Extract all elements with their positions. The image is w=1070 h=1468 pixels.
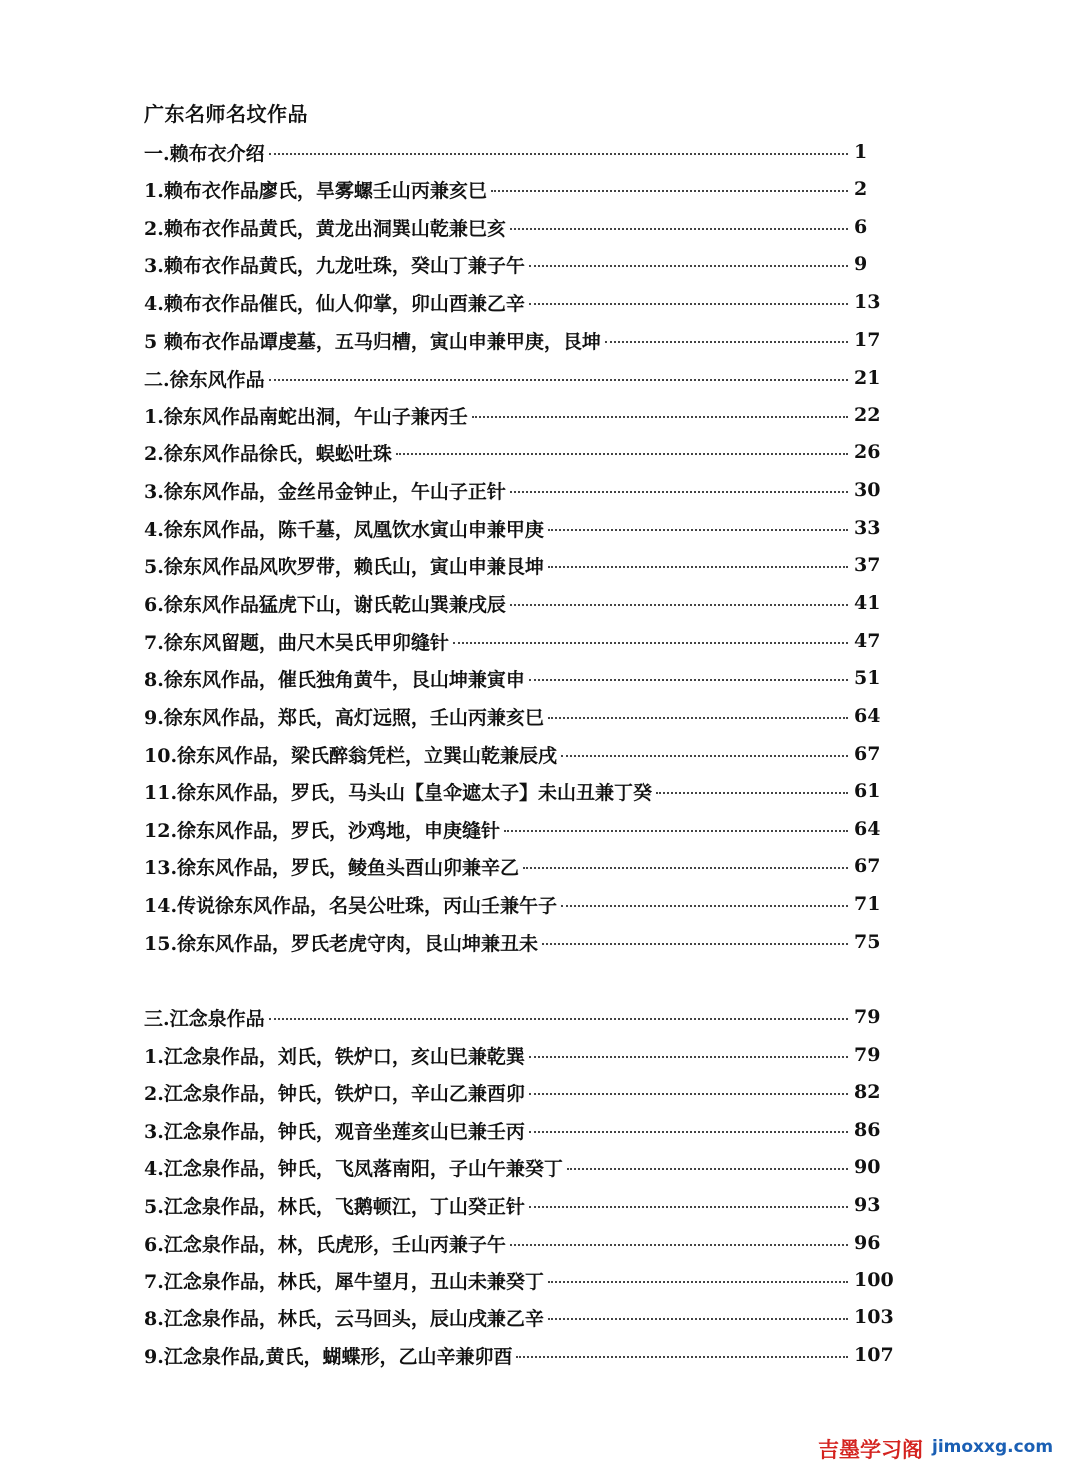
dot-leader [269,379,848,381]
dot-leader [510,228,848,230]
toc-entry-page-number: 67 [854,855,881,877]
dot-leader [504,830,848,832]
toc-entry-title: 1.江念泉作品，刘氏，铁炉口，亥山巳兼乾巽 [144,1045,525,1068]
toc-entry [144,1116,888,1144]
dot-leader [529,1206,848,1208]
toc-entry-title: 10.徐东风作品，梁氏醉翁凭栏，立巽山乾兼辰戌 [144,744,558,767]
dot-leader [396,453,848,455]
toc-entry [144,1003,888,1031]
dot-leader [529,265,848,267]
toc-entry [144,250,888,278]
dot-leader [529,679,848,681]
dot-leader [453,642,848,644]
toc-entry-title: 6.徐东风作品猛虎下山，谢氏乾山巽兼戌辰 [144,593,506,616]
dot-leader [516,1356,848,1358]
toc-entry-page-number: 90 [854,1156,881,1178]
toc-entry-title: 一.赖布衣介绍 [144,142,265,165]
toc-entry-title: 2.江念泉作品，钟氏，铁炉口，辛山乙兼酉卯 [144,1082,525,1105]
toc-entry [144,401,888,429]
toc-entry-page-number: 17 [854,329,881,351]
toc-entry-page-number: 51 [854,667,881,689]
toc-entry-title: 2.赖布衣作品黄氏，黄龙出洞巽山乾兼巳亥 [144,217,506,240]
toc-entry-page-number: 9 [854,253,868,275]
toc-entry [144,1191,888,1219]
toc-entry-page-number: 61 [854,780,881,802]
toc-entry-page-number: 33 [854,517,881,539]
dot-leader [529,1056,848,1058]
toc-entry [144,326,888,354]
toc-entry-page-number: 37 [854,554,881,576]
toc-entry [144,1078,888,1106]
toc-entry-title: 3.徐东风作品，金丝吊金钟止，午山子正针 [144,480,506,503]
toc-entry [144,213,888,241]
toc-entry [144,664,888,692]
dot-leader [548,1318,848,1320]
dot-leader [548,566,848,568]
toc-entry-title: 1.赖布衣作品廖氏，旱雾螺壬山丙兼亥巳 [144,179,487,202]
dot-leader [269,153,848,155]
toc-entry-page-number: 79 [854,1044,881,1066]
toc-entry-page-number: 103 [854,1306,894,1328]
toc-entry-title: 3.江念泉作品，钟氏，观音坐莲亥山巳兼壬丙 [144,1120,525,1143]
toc-entry [144,1229,888,1257]
toc-entry [144,928,888,956]
watermark-brand: 吉墨学习阁 [818,1438,923,1462]
toc-entry [144,476,888,504]
toc-entry-title: 9.徐东风作品，郑氏，高灯远照，壬山丙兼亥巳 [144,706,544,729]
toc-entry [144,288,888,316]
toc-entry-page-number: 93 [854,1194,881,1216]
toc-entry-page-number: 107 [854,1344,894,1366]
dot-leader [523,867,848,869]
toc-entry-title: 3.赖布衣作品黄氏，九龙吐珠，癸山丁兼子午 [144,254,525,277]
toc-entry-title: 7.徐东风留题，曲尺木吴氏甲卯缝针 [144,631,449,654]
dot-leader [656,792,848,794]
toc-entry-page-number: 64 [854,705,881,727]
toc-entry-title: 2.徐东风作品徐氏，蜈蚣吐珠 [144,442,392,465]
toc-entry [144,1341,894,1369]
dot-leader [510,1244,848,1246]
toc-entry [144,852,888,880]
toc-entry-title: 7.江念泉作品，林氏，犀牛望月，丑山未兼癸丁 [144,1270,544,1293]
toc-entry [144,551,888,579]
toc-entry [144,740,888,768]
toc-entry-title: 14.传说徐东风作品，名吴公吐珠，丙山壬兼午子 [144,894,558,917]
dot-leader [605,341,848,343]
toc-entry-title: 8.徐东风作品，催氏独角黄牛，艮山坤兼寅申 [144,668,525,691]
dot-leader [510,491,848,493]
toc-entry-page-number: 13 [854,291,881,313]
toc-entry-title: 5 赖布衣作品谭虔墓，五马归槽，寅山申兼甲庚，艮坤 [144,330,601,353]
toc-entry-title: 9.江念泉作品,黄氏，蝴蝶形，乙山辛兼卯酉 [144,1345,513,1368]
toc-entry-title: 三.江念泉作品 [144,1007,265,1030]
toc-entry [144,364,888,392]
toc-entry [144,438,888,466]
toc-entry-page-number: 21 [854,367,881,389]
toc-entry [144,702,888,730]
toc-entry [144,815,888,843]
toc-entry-page-number: 75 [854,931,881,953]
dot-leader [529,1131,848,1133]
toc-entry [144,1266,894,1294]
toc-entry-page-number: 1 [854,141,868,163]
toc-entry [144,138,888,166]
toc-entry [144,514,888,542]
toc-entry-title: 8.江念泉作品，林氏，云马回头，辰山戌兼乙辛 [144,1307,544,1330]
toc-entry-title: 12.徐东风作品，罗氏，沙鸡地，申庚缝针 [144,819,501,842]
table-of-contents [144,0,894,1468]
dot-leader [269,1018,848,1020]
toc-entry-page-number: 86 [854,1119,881,1141]
dot-leader [548,717,848,719]
toc-entry-title: 4.江念泉作品，钟氏，飞凤落南阳，子山午兼癸丁 [144,1157,563,1180]
toc-entry-page-number: 82 [854,1081,881,1103]
toc-entry-title: 11.徐东风作品，罗氏，马头山【皇伞遮太子】未山丑兼丁癸 [144,781,653,804]
toc-entry-page-number: 47 [854,630,881,652]
dot-leader [542,943,848,945]
document-title: 广东名师名坟作品 [144,102,308,126]
toc-entry-page-number: 22 [854,404,881,426]
toc-entry-title: 5.江念泉作品，林氏，飞鹅顿江，丁山癸正针 [144,1195,525,1218]
toc-entry-title: 13.徐东风作品，罗氏，鲮鱼头酉山卯兼辛乙 [144,856,520,879]
toc-entry-page-number: 79 [854,1006,881,1028]
dot-leader [561,905,848,907]
toc-entry-page-number: 26 [854,441,881,463]
toc-entry-title: 4.徐东风作品，陈千墓，凤凰饮水寅山申兼甲庚 [144,518,544,541]
dot-leader [548,529,848,531]
toc-entry-page-number: 96 [854,1232,881,1254]
toc-entry [144,890,888,918]
toc-entry-page-number: 6 [854,216,868,238]
toc-entry [144,175,888,203]
dot-leader [529,303,848,305]
toc-entry-page-number: 67 [854,743,881,765]
toc-entry-page-number: 2 [854,178,868,200]
toc-entry [144,777,888,805]
toc-entry [144,1041,888,1069]
toc-entry-page-number: 30 [854,479,881,501]
toc-entry [144,1303,894,1331]
dot-leader [567,1168,848,1170]
dot-leader [548,1281,848,1283]
toc-entry-title: 二.徐东风作品 [144,368,265,391]
toc-entry [144,589,888,617]
toc-entry-title: 1.徐东风作品南蛇出洞，午山子兼丙壬 [144,405,468,428]
dot-leader [529,1093,848,1095]
dot-leader [472,416,848,418]
toc-entry [144,1153,888,1181]
toc-entry-page-number: 71 [854,893,881,915]
dot-leader [510,604,848,606]
toc-entry-title: 5.徐东风作品风吹罗带，赖氏山，寅山申兼艮坤 [144,555,544,578]
toc-entry-title: 4.赖布衣作品催氏，仙人仰掌，卯山酉兼乙辛 [144,292,525,315]
toc-entry [144,627,888,655]
toc-entry-page-number: 64 [854,818,881,840]
toc-entry-title: 15.徐东风作品，罗氏老虎守肉，艮山坤兼丑未 [144,932,539,955]
toc-entry-title: 6.江念泉作品，林，氏虎形，壬山丙兼子午 [144,1233,506,1256]
dot-leader [491,190,848,192]
toc-entry-page-number: 41 [854,592,881,614]
toc-entry-page-number: 100 [854,1269,894,1291]
watermark-url: jimoxxg.com [932,1437,1054,1457]
dot-leader [561,755,848,757]
